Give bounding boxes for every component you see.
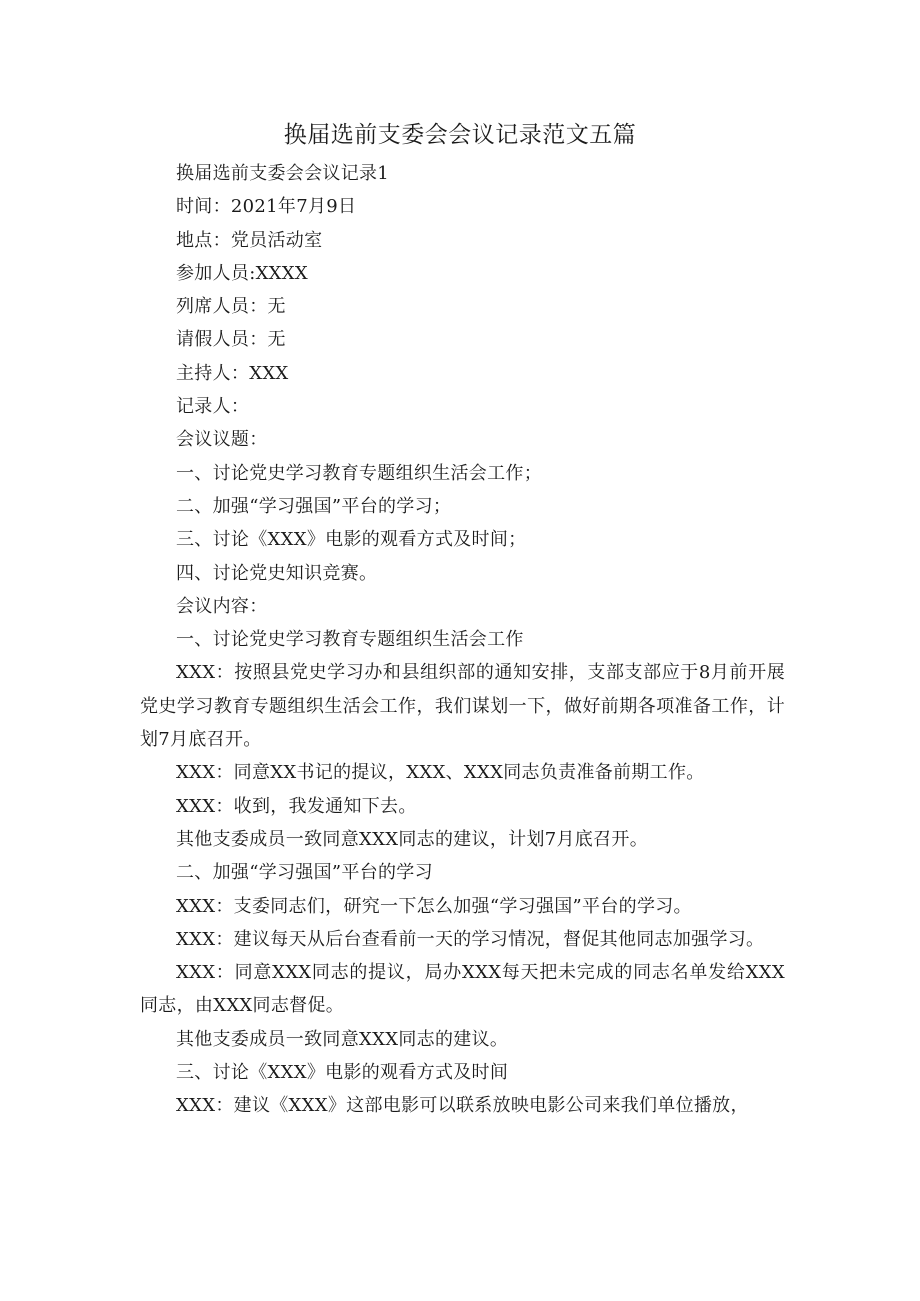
- meeting-absentees: 请假人员：无: [176, 329, 286, 351]
- agenda-item: 二、加强“学习强国”平台的学习；: [176, 495, 452, 517]
- topic-heading: 二、加强“学习强国”平台的学习: [176, 862, 433, 884]
- minutes-paragraph: XXX：同意XX书记的提议，XXX、XXX同志负责准备前期工作。: [176, 762, 705, 784]
- agenda-item: 四、讨论党史知识竞赛。: [176, 562, 378, 584]
- minutes-paragraph: XXX：按照县党史学习办和县组织部的通知安排，支部支部应于8月前开展党史学习教育专题组织生活会工作，我们谋划一下，做好前期各项准备工作，计划7月底召开。: [140, 662, 785, 751]
- meeting-time: 时间：2021年7月9日: [176, 196, 357, 218]
- meeting-host: 主持人：XXX: [176, 362, 289, 384]
- minutes-paragraph: XXX：同意XXX同志的提议，局办XXX每天把未完成的同志名单发给XXX同志，由XXX同志督促。: [140, 962, 785, 1017]
- meeting-recorder: 记录人：: [176, 396, 250, 418]
- topic-heading: 一、讨论党史学习教育专题组织生活会工作: [176, 629, 524, 651]
- minutes-paragraph: XXX：建议《XXX》这部电影可以联系放映电影公司来我们单位播放，: [176, 1095, 749, 1117]
- minutes-paragraph: XXX：支委同志们，研究一下怎么加强“学习强国”平台的学习。: [176, 895, 692, 917]
- section-heading: 换届选前支委会会议记录1: [176, 163, 390, 184]
- topic-heading: 三、讨论《XXX》电影的观看方式及时间: [176, 1062, 509, 1084]
- document-body: [140, 157, 785, 1123]
- meeting-location: 地点：党员活动室: [176, 229, 323, 251]
- content-heading: 会议内容：: [176, 595, 268, 617]
- meeting-attendees: 参加人员:XXXX: [176, 262, 309, 284]
- agenda-item: 三、讨论《XXX》电影的观看方式及时间；: [176, 529, 527, 551]
- document-title: 换届选前支委会会议记录范文五篇: [283, 122, 637, 148]
- meeting-observers: 列席人员：无: [176, 296, 286, 318]
- agenda-heading: 会议议题：: [176, 429, 268, 451]
- minutes-paragraph: 其他支委成员一致同意XXX同志的建议。: [176, 1028, 509, 1050]
- minutes-paragraph: XXX：收到，我发通知下去。: [176, 795, 417, 817]
- minutes-paragraph: 其他支委成员一致同意XXX同志的建议，计划7月底召开。: [176, 828, 648, 850]
- agenda-item: 一、讨论党史学习教育专题组织生活会工作；: [176, 462, 542, 484]
- minutes-paragraph: XXX：建议每天从后台查看前一天的学习情况，督促其他同志加强学习。: [176, 928, 765, 950]
